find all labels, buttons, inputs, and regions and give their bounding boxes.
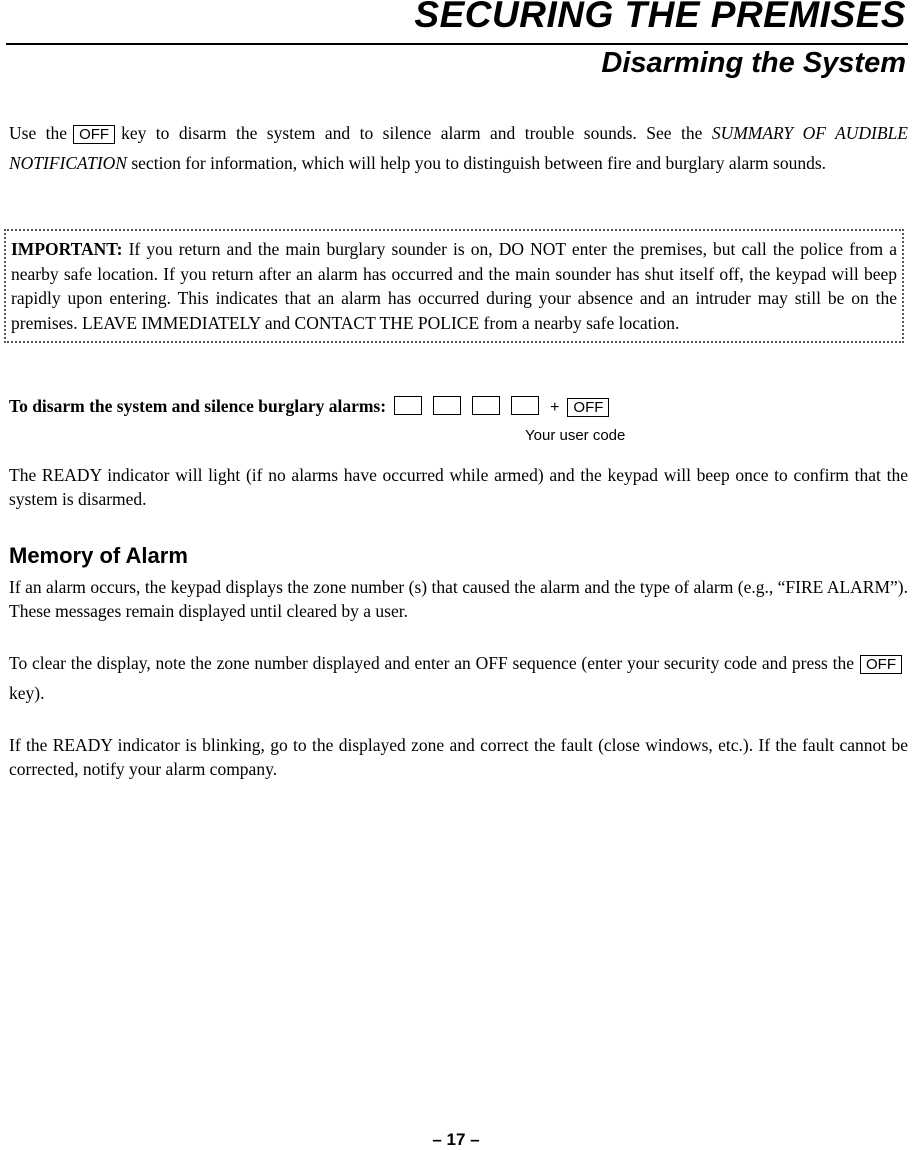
off-key-icon: OFF <box>860 655 902 674</box>
ready-blinking-paragraph: If the READY indicator is blinking, go to the displayed zone and correct the fault (close windows, etc.). If the fault cannot be corrected, notify your alarm company. <box>9 735 908 779</box>
memory-heading: Memory of Alarm <box>9 543 188 568</box>
important-label: IMPORTANT: <box>11 239 123 259</box>
user-code-caption: Your user code <box>525 427 626 444</box>
off-key-icon: OFF <box>567 398 609 417</box>
disarm-instruction <box>9 396 609 417</box>
page-number: – 17 – <box>432 1130 480 1149</box>
disarm-label: To disarm the system and silence burglary alarms: <box>9 396 387 416</box>
clear-after-key: key). <box>9 683 45 703</box>
off-key-icon: OFF <box>73 125 115 144</box>
important-notice <box>4 229 904 343</box>
title-rule <box>6 43 908 45</box>
intro-rest: section for information, which will help you to distinguish between fire and burglary alarm sounds. <box>131 153 827 173</box>
clear-before-key: To clear the display, note the zone number displayed and enter an OFF sequence (enter your security code and press the <box>9 653 854 673</box>
code-digit-box <box>433 396 461 415</box>
plus-sign: + <box>550 399 560 416</box>
memory-paragraph: If an alarm occurs, the keypad displays the zone number (s) that caused the alarm and the type of alarm (e.g., “FIRE ALARM”). These messages remain displayed until cleared by a user. <box>9 577 908 621</box>
clear-display-paragraph <box>9 648 908 708</box>
intro-paragraph <box>9 118 908 178</box>
ready-paragraph: The READY indicator will light (if no alarms have occurred while armed) and the keypad will beep once to confirm that the system is disarmed. <box>9 465 908 509</box>
intro-before-key: Use the <box>9 123 68 143</box>
section-title: Disarming the System <box>601 47 906 79</box>
reference-title: SUMMARY OF AUDIBLE NOTIFICATION <box>9 123 908 173</box>
code-digit-box <box>472 396 500 415</box>
page-title: SECURING THE PREMISES <box>414 0 906 35</box>
code-digit-box <box>394 396 422 415</box>
code-digit-box <box>511 396 539 415</box>
intro-after-key: key to disarm the system and to silence alarm and trouble sounds. See the <box>121 123 703 143</box>
important-text: If you return and the main burglary sounder is on, DO NOT enter the premises, but call the police from a nearby safe location. If you return after an alarm has occurred and the main sounder has shut itself off, the keypad will beep rapidly upon entering. This indicates that an alarm has occurred during your absence and an intruder may still be on the premises. LEAVE IMMEDIATELY and CONTACT THE POLICE from a nearby safe location. <box>11 239 898 333</box>
